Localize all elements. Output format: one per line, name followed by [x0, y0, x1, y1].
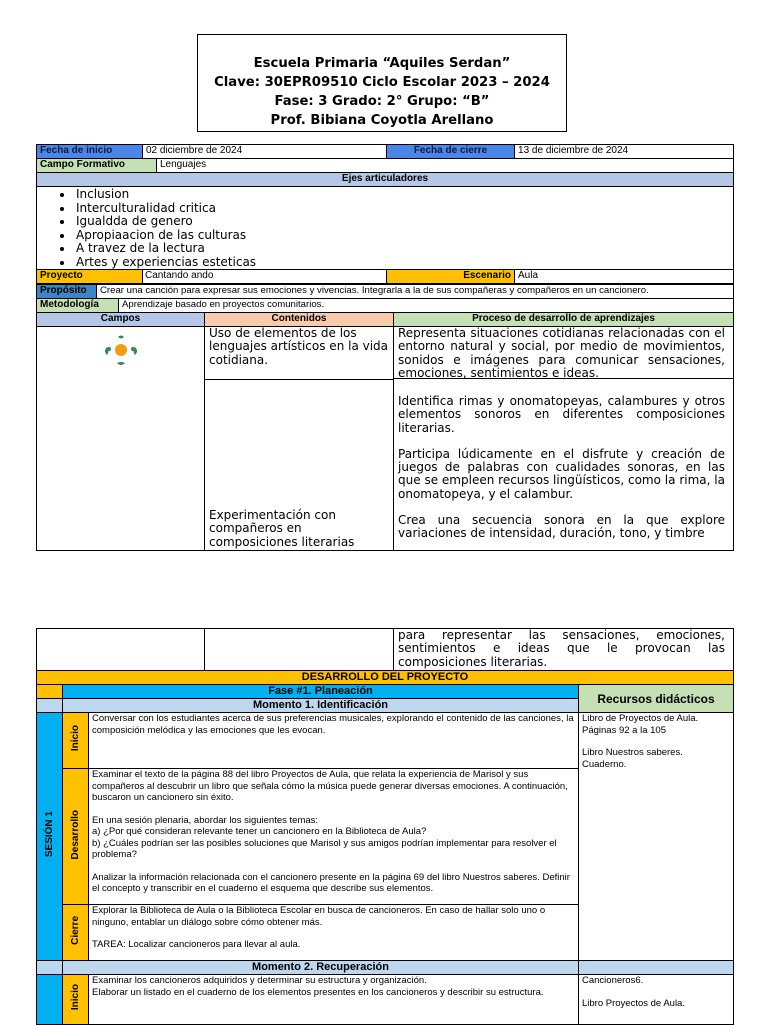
proposito-label: Propósito — [37, 285, 97, 299]
teacher-name: Prof. Bibiana Coyotla Arellano — [270, 113, 494, 128]
school-header — [197, 34, 567, 132]
inicio-2-label: Inicio — [69, 984, 81, 1011]
eje-item: • Igualdda de genero — [74, 215, 733, 229]
momento-2-label: Momento 2. Recuperación — [63, 961, 579, 975]
campos-table — [36, 312, 734, 551]
info-table — [36, 144, 734, 284]
desarrollo-table — [36, 670, 734, 1025]
proposito-table — [36, 284, 734, 299]
proyecto-label: Proyecto — [37, 270, 143, 284]
metodologia-label: Metodología — [37, 299, 119, 313]
eje-item: • Apropiaacion de las culturas — [74, 229, 733, 243]
s1-cierre-p2: TAREA: Localizar cancioneros para llevar al aula. — [92, 939, 301, 950]
pda-2: Identifica rimas y onomatopeyas, calambures y otros elementos sonoros en diferentes composiciones literarias. — [398, 394, 725, 435]
s1-desarrollo-p1: Examinar el texto de la página 88 del libro Proyectos de Aula, que relata la experiencia de Marisol y sus compañeros al descubrir un libro que señala cómo la música puede generar diversas emociones. A continuación, buscaron un cancionero sin éxito. — [92, 769, 568, 803]
recursos-1-cell — [579, 713, 734, 961]
fase-label: Fase #1. Planeación — [63, 685, 579, 699]
school-grade: Fase: 3 Grado: 2° Grupo: “B” — [274, 94, 490, 109]
fecha-inicio-value: 02 diciembre de 2024 — [143, 145, 387, 159]
eje-item: • Artes y experiencias esteticas — [74, 256, 733, 270]
eje-item: • Interculturalidad critica — [74, 202, 733, 216]
campos-table-continued — [36, 628, 734, 671]
s2-inicio-text — [89, 975, 579, 1025]
sesion-1-label: SESIÓN 1 — [43, 811, 55, 858]
campo-icon-cell — [37, 327, 205, 551]
proposito-value: Crear una canción para expresar sus emociones y vivencias. Integrarla a la de sus compañeras y compañeros en un cancionero. — [97, 285, 734, 299]
contenido-2: Experimentación con compañeros en composiciones literarias — [209, 508, 355, 549]
page-2 — [0, 600, 768, 1024]
pda-4: Crea una secuencia sonora en la que explore variaciones de intensidad, duración, tono, y timbre — [398, 513, 725, 541]
inicio-label: Inicio — [69, 725, 81, 752]
inicio-2-cell — [63, 975, 89, 1025]
pda-cell — [394, 327, 734, 551]
s1-desarrollo-qa: a) ¿Por qué consideran relevante tener un cancionero en la Biblioteca de Aula? — [92, 826, 427, 837]
ejes-list-cell — [37, 187, 734, 270]
eje-item: • Inclusion — [74, 188, 733, 202]
pda-header: Proceso de desarrollo de aprendizajes — [394, 313, 734, 327]
s1-cierre-p1: Explorar la Biblioteca de Aula o la Biblioteca Escolar en busca de cancioneros. En caso de hallar solo uno o ninguno, entablar un diálogo sobre cómo obtener más. — [92, 905, 546, 928]
school-name: Escuela Primaria “Aquiles Serdan” — [253, 56, 511, 71]
fecha-inicio-label: Fecha de inicio — [37, 145, 143, 159]
contenido-1: Uso de elementos de los lenguajes artísticos en la vida cotidiana. — [209, 326, 389, 367]
metodologia-table — [36, 298, 734, 313]
momento-1-label: Momento 1. Identificación — [63, 699, 579, 713]
cierre-label: Cierre — [69, 916, 81, 945]
s1-desarrollo-qb: b) ¿Cuáles podrían ser las posibles soluciones que Marisol y sus amigos podrían implementar para resolver el problema? — [92, 837, 557, 860]
fecha-cierre-value: 13 de diciembre de 2024 — [515, 145, 734, 159]
metodologia-value: Aprendizaje basado en proyectos comunitarios. — [119, 299, 734, 313]
ejes-list — [37, 188, 733, 269]
sesion-1-cell — [37, 713, 63, 961]
recursos-2-b: Libro Proyectos de Aula. — [582, 997, 685, 1009]
cierre-cell — [63, 905, 89, 961]
s1-cierre-text — [89, 905, 579, 961]
campos-header: Campos — [37, 313, 205, 327]
s2-inicio-b: Elaborar un listado en el cuaderno de los elementos presentes en los cancioneros y describir su estructura. — [92, 986, 544, 998]
school-key: Clave: 30EPR09510 Ciclo Escolar 2023 – 2024 — [214, 75, 550, 90]
inicio-cell — [63, 713, 89, 769]
recursos-2-cell — [579, 975, 734, 1025]
s2-inicio-a: Examinar los cancioneros adquiridos y determinar su estructura y organización. — [92, 975, 427, 986]
recursos-header: Recursos didácticos — [579, 685, 734, 713]
s1-desarrollo-p3: Analizar la información relacionada con el cancionero presente en la página 69 del libro Nuestros saberes. Definir el concepto y transcribir en el cuaderno el esquema que describe sus elementos. — [92, 871, 570, 894]
recursos-1-a: Libro de Proyectos de Aula. Páginas 92 a la 105 — [582, 713, 699, 736]
s1-desarrollo-p2: En una sesión plenaria, abordar los siguientes temas: — [92, 814, 319, 826]
campo-label: Campo Formativo — [37, 159, 157, 173]
pda-1: Representa situaciones cotidianas relacionadas con el entorno natural y social, por medio de movimientos, sonidos e imágenes para comunicar sensaciones, emociones, sentimientos e ideas. — [394, 327, 733, 379]
pda-3: Participa lúdicamente en el disfrute y creación de juegos de palabras con cualidades sonoras, en las que se empleen recursos lingüísticos, como la rima, la onomatopeya, y el calambur. — [398, 446, 725, 501]
lenguajes-emblem-icon — [101, 333, 141, 369]
fecha-cierre-label: Fecha de cierre — [387, 145, 515, 159]
s1-desarrollo-text — [89, 769, 579, 905]
recursos-1-c: Cuaderno. — [582, 758, 627, 770]
escenario-value: Aula — [515, 270, 734, 284]
ejes-label: Ejes articuladores — [37, 173, 734, 187]
desarrollo-cell — [63, 769, 89, 905]
recursos-2-a: Cancioneros6. — [582, 975, 644, 986]
escenario-label: Escenario — [387, 270, 515, 284]
campo-value: Lenguajes — [157, 159, 734, 173]
eje-item: • A travez de la lectura — [74, 242, 733, 256]
pda-4-continued: para representar las sensaciones, emociones, sentimientos e ideas que le provocan las composiciones literarias. — [394, 629, 734, 671]
desarrollo-label: Desarrollo — [69, 809, 81, 860]
contenidos-header: Contenidos — [205, 313, 394, 327]
s1-inicio-text: Conversar con los estudiantes acerca de sus preferencias musicales, explorando el contenido de las canciones, la composición melódica y las emociones que les evocan. — [89, 713, 579, 769]
desarrollo-title: DESARROLLO DEL PROYECTO — [37, 671, 734, 685]
recursos-1-b: Libro Nuestros saberes. — [582, 747, 683, 758]
proyecto-value: Cantando ando — [143, 270, 387, 284]
contenidos-cell — [205, 327, 394, 551]
